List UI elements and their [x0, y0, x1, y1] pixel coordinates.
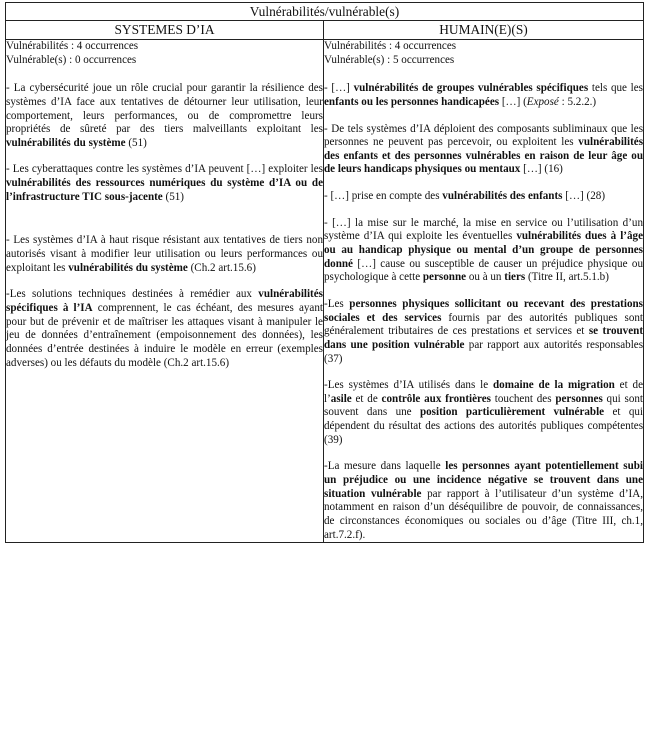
emphasis-text: vulnérabilités du système: [68, 261, 188, 274]
italic-text: Exposé: [526, 95, 559, 108]
text-run: touchent des: [490, 392, 556, 405]
emphasis-text: vulnérabilités dues à l’âge ou au handicap physique ou mental d’un groupe de personnes donné: [324, 230, 644, 270]
text-run: ou à un: [466, 271, 505, 284]
entry: [324, 82, 643, 109]
text-run: - […] prise en compte des: [324, 190, 443, 203]
entry: [324, 298, 643, 366]
text-run: - Les cyberattaques contre les systèmes d’IA peuvent […] exploiter les: [6, 163, 323, 176]
count-line: Vulnérable(s) : 5 occurrences: [324, 53, 455, 66]
entry: [324, 217, 643, 285]
text-run: : 5.2.2.): [558, 95, 597, 108]
emphasis-text: personnes physiques sollicitant ou recevant des prestations sociales et des services: [324, 297, 643, 324]
text-run: - La cybersécurité joue un rôle crucial pour garantir la résilience des systèmes d’IA face aux tentatives de détourner leur utilisation, leur comportement, leurs performances, ou de compromettre leurs propriétés de sûreté par des tiers malveillants exploitant les: [6, 82, 323, 136]
text-run: - […]: [324, 82, 354, 95]
count-line: Vulnérabilités : 4 occurrences: [324, 40, 457, 52]
occurrence-counts: [6, 40, 323, 67]
emphasis-text: contrôle aux frontières: [381, 392, 491, 405]
text-run: et de l’: [324, 379, 644, 405]
emphasis-text: domaine de la migration: [493, 379, 615, 392]
emphasis-text: vulnérabilités de groupes vulnérables spécifiques: [353, 82, 589, 95]
emphasis-text: vulnérabilités spécifiques à l’IA: [6, 288, 323, 314]
entry: [324, 460, 643, 542]
entry: [6, 163, 323, 204]
text-run: et de: [351, 392, 382, 405]
table-title: Vulnérabilités/vulnérable(s): [6, 3, 644, 21]
header-row: [6, 21, 644, 40]
text-run: - […] la mise sur le marché, la mise en service ou l’utilisation d’un système d’IA qui exploite les éventuelles: [324, 216, 644, 243]
text-run: par rapport aux autorités responsables (37): [324, 338, 644, 365]
text-run: […] cause ou susceptible de causer un préjudice physique ou psychologique à cette: [324, 257, 644, 284]
emphasis-text: vulnérabilités des ressources numériques du système d’IA ou de l’infrastructure TIC sous-jacente: [6, 177, 323, 203]
text-run: (Titre II, art.5.1.b): [525, 271, 609, 284]
text-run: -La mesure dans laquelle: [324, 460, 446, 473]
text-run: - Les systèmes d’IA à haut risque résistant aux tentatives de tiers non autorisés visant à modifier leur utilisation ou leurs performances ou exploitant les: [6, 234, 323, 274]
text-run: tels que les: [588, 82, 643, 95]
text-run: -Les solutions techniques destinées à remédier aux: [6, 288, 259, 301]
entry: [6, 234, 323, 275]
text-run: -Les systèmes d’IA utilisés dans le: [324, 379, 494, 392]
title-row: [6, 3, 644, 21]
emphasis-text: personne: [422, 271, 467, 284]
column-ai-systems: [6, 40, 324, 543]
emphasis-text: personnes: [555, 392, 603, 405]
entry: [324, 190, 643, 204]
entry: [324, 379, 643, 447]
comparison-table: [5, 2, 644, 543]
emphasis-text: vulnérabilités des enfants et des personnes vulnérables en raison de leur âge ou de leurs handicaps physiques ou mentaux: [324, 136, 644, 176]
emphasis-text: les personnes ayant potentiellement subi un préjudice ou une incidence négative se trouvent dans une situation vulnérable: [324, 460, 644, 500]
count-line: Vulnérabilités : 4 occurrences: [6, 40, 139, 52]
entry: [6, 82, 323, 150]
emphasis-text: asile: [330, 392, 352, 405]
text-run: et qui dépendent du résultat des actions des autorités publiques compétentes (39): [324, 406, 644, 446]
content-row: [6, 40, 644, 543]
emphasis-text: enfants ou les personnes handicapées: [324, 95, 500, 108]
column-heading-humans: HUMAIN(E)(S): [324, 21, 644, 40]
text-run: fournis par des autorités publiques sont généralement tributaires de ces prestations et services et: [324, 311, 644, 338]
text-run: (Ch.2 art.15.6): [187, 261, 256, 274]
text-run: (51): [125, 136, 147, 149]
emphasis-text: position particulièrement vulnérable: [419, 406, 605, 419]
emphasis-text: vulnérabilités du système: [6, 136, 126, 149]
text-run: qui sont souvent dans une: [324, 392, 644, 419]
emphasis-text: se trouvent dans une position vulnérable: [324, 325, 644, 351]
text-run: -Les: [324, 297, 350, 310]
text-run: […] (16): [520, 163, 563, 176]
count-line: Vulnérable(s) : 0 occurrences: [6, 53, 137, 66]
entry: [6, 288, 323, 370]
text-run: par rapport à l’utilisateur d’un système d’IA, notamment en raison d’un déséquilibre de pouvoir, de connaissances, de circonstances économiques ou sociales ou d’âge (Titre III, ch.1, art.7.2.f).: [324, 487, 644, 541]
column-humans: [324, 40, 644, 543]
text-run: comprennent, le cas échéant, des mesures ayant pour but de prévenir et de maîtriser les attaques visant à manipuler le jeu de données d’entraînement (empoisonnement des données), les données d’entrée destinées à induire le modèle en erreur (exemples adverses) ou les défauts du modèle (Ch.2 art.15.6): [6, 301, 323, 369]
occurrence-counts: [324, 40, 643, 67]
text-run: - De tels systèmes d’IA déploient des composants subliminaux que les personnes ne peuvent pas percevoir, ou exploitent les: [324, 122, 644, 149]
entry: [324, 123, 643, 178]
text-run: (51): [162, 190, 184, 203]
text-run: […] (: [499, 95, 527, 108]
text-run: […] (28): [562, 190, 606, 203]
emphasis-text: tiers: [504, 271, 526, 284]
column-heading-ai-systems: SYSTEMES D’IA: [6, 21, 324, 40]
emphasis-text: vulnérabilités des enfants: [442, 190, 563, 203]
